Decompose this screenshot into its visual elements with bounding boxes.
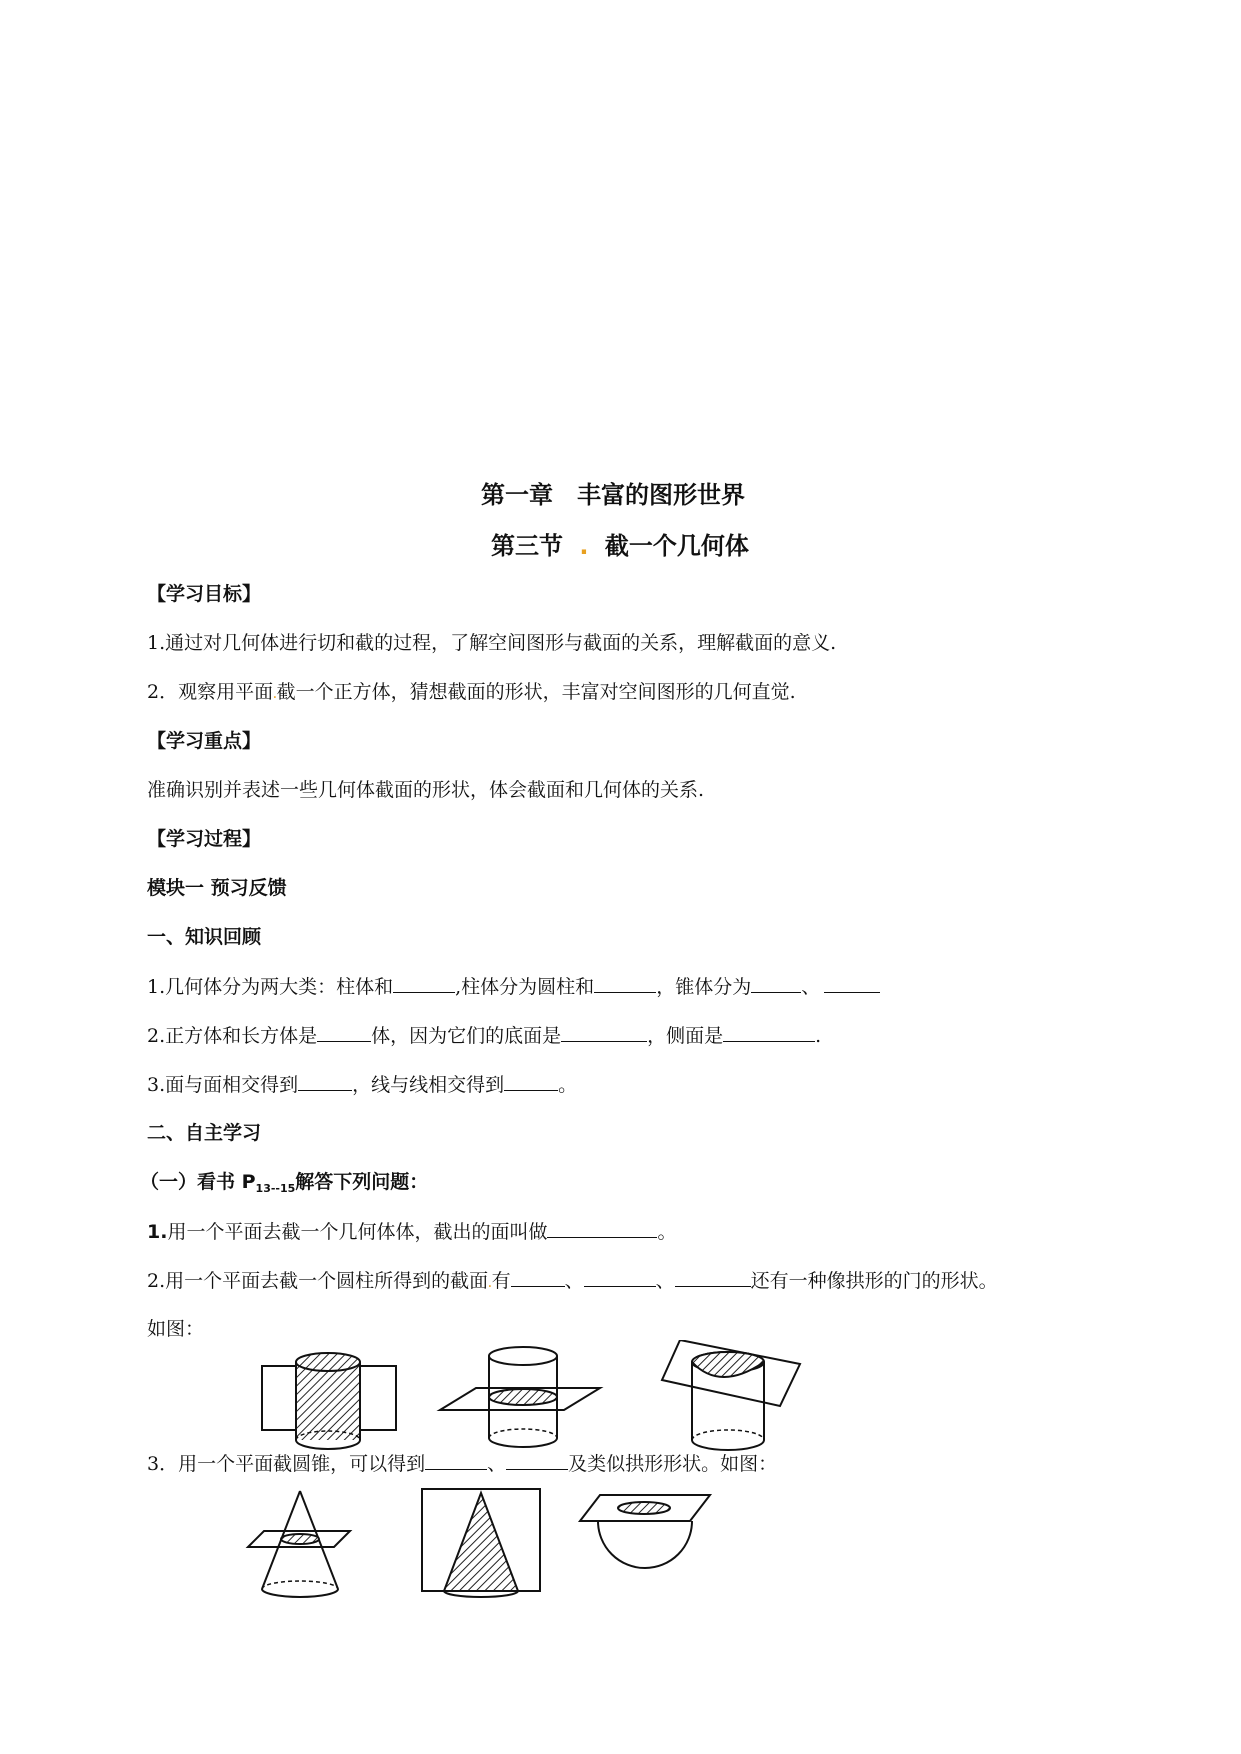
rq1-blank-1[interactable] [393, 974, 455, 993]
key-points-heading: 【学习重点】 [147, 730, 262, 752]
rq3-blank-2[interactable] [504, 1072, 558, 1091]
rq2-text-4: . [815, 1025, 822, 1047]
ssq3-text-1: 3．用一个平面截圆锥，可以得到 [147, 1453, 426, 1475]
ssq2-sep-2: 、 [655, 1270, 675, 1292]
rq3-text-2: ，线与线相交得到 [352, 1074, 505, 1096]
ssq1-blank-1[interactable] [547, 1219, 657, 1238]
self-study-subheading [140, 1170, 428, 1201]
self-study-question-3 [147, 1451, 777, 1476]
review-heading: 一、知识回顾 [147, 926, 262, 948]
rq1-text-4: 、 [801, 976, 821, 998]
rq1-text-2: ,柱体分为圆柱和 [455, 976, 595, 998]
rq1-text-1: 1.几何体分为两大类：柱体和 [147, 976, 394, 998]
chapter-title: 第一章 丰富的图形世界 [481, 481, 745, 509]
section-title [491, 531, 749, 561]
review-question-3 [147, 1072, 577, 1097]
self-study-question-2 [147, 1268, 998, 1297]
objective-2-part-b: 截一个正方体，猜想截面的形状，丰富对空间图形的几何直觉. [276, 681, 796, 703]
ssq1-text-1: 用一个平面去截一个几何体体，截出的面叫做 [167, 1221, 548, 1243]
rq3-text-1: 3.面与面相交得到 [147, 1074, 299, 1096]
cone-vertical-cut-figure [422, 1489, 540, 1597]
rq2-blank-3[interactable] [723, 1023, 815, 1042]
review-question-1 [147, 974, 880, 999]
ssq2-text-3: 还有一种像拱形的门的形状。 [750, 1270, 998, 1292]
module-1-heading: 模块一 预习反馈 [147, 877, 287, 899]
sphere-cut-figure [580, 1495, 710, 1568]
review-question-2 [147, 1023, 821, 1048]
ssq2-blank-3[interactable] [675, 1268, 751, 1287]
self-study-sub-a: （一）看书 P [140, 1171, 256, 1193]
ssq3-blank-2[interactable] [506, 1451, 568, 1470]
ssq3-sep: 、 [487, 1453, 507, 1475]
rq1-blank-4[interactable] [824, 974, 880, 993]
rq1-text-3: ，锥体分为 [656, 976, 752, 998]
as-shown-label: 如图： [147, 1318, 205, 1340]
ssq3-blank-1[interactable] [425, 1451, 487, 1470]
process-heading: 【学习过程】 [147, 828, 262, 850]
section-title-name: 截一个几何体 [604, 532, 749, 560]
objective-1: 1.通过对几何体进行切和截的过程，了解空间图形与截面的关系，理解截面的意义. [147, 632, 837, 654]
rq1-blank-3[interactable] [751, 974, 801, 993]
rq2-blank-2[interactable] [561, 1023, 647, 1042]
objectives-heading: 【学习目标】 [147, 583, 262, 605]
ssq2-dot: . [488, 1279, 492, 1290]
ssq2-text-2: 有 [491, 1270, 511, 1292]
ssq1-number: 1. [147, 1221, 168, 1243]
self-study-question-1 [147, 1219, 676, 1244]
ssq2-text-1: 2.用一个平面去截一个圆柱所得到的截面 [147, 1270, 489, 1292]
rq2-text-2: 体，因为它们的底面是 [371, 1025, 562, 1047]
rq3-text-3: 。 [558, 1074, 578, 1096]
rq3-blank-1[interactable] [298, 1072, 352, 1091]
ssq2-sep-1: 、 [564, 1270, 584, 1292]
cylinder-section-figures [240, 1340, 1000, 1460]
ssq2-blank-2[interactable] [584, 1268, 656, 1287]
rq2-text-3: ，侧面是 [647, 1025, 724, 1047]
rq2-text-1: 2.正方体和长方体是 [147, 1025, 318, 1047]
objective-2 [147, 680, 796, 708]
cylinder-vertical-cut-figure [262, 1353, 396, 1449]
rq2-blank-1[interactable] [317, 1023, 371, 1042]
self-study-sub-b: 解答下列问题： [295, 1171, 429, 1193]
section-title-number: 第三节 [491, 532, 563, 560]
cylinder-oblique-cut-figure [662, 1340, 800, 1450]
ssq2-blank-1[interactable] [511, 1268, 565, 1287]
ssq3-text-2: 及类似拱形形状。如图： [568, 1453, 778, 1475]
rq1-blank-2[interactable] [594, 974, 656, 993]
key-points-text: 准确识别并表述一些几何体截面的形状，体会截面和几何体的关系. [147, 779, 705, 801]
self-study-heading: 二、自主学习 [147, 1122, 262, 1144]
cone-section-figures [240, 1487, 800, 1607]
section-title-dot: . [579, 532, 589, 560]
ssq1-text-2: 。 [657, 1221, 677, 1243]
self-study-page-range: 13--15 [255, 1182, 296, 1195]
cone-horizontal-cut-figure [248, 1491, 350, 1597]
objective-2-dot: . [273, 690, 277, 701]
objective-2-part-a: 2．观察用平面 [147, 681, 274, 703]
cylinder-horizontal-cut-figure [440, 1347, 600, 1447]
